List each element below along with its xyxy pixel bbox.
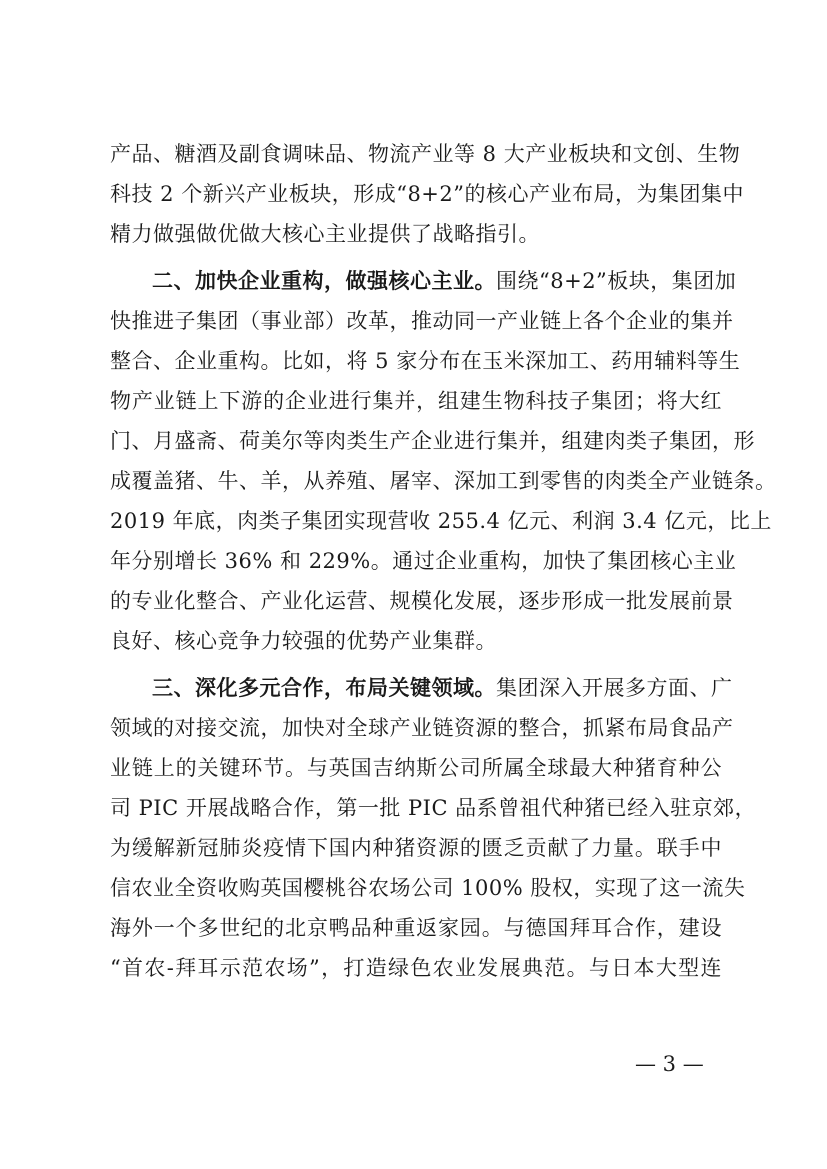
section-2-heading: 二、加快企业重构，做强核心主业。 xyxy=(152,269,496,293)
section-3-heading: 三、深化多元合作，布局关键领域。 xyxy=(152,676,496,700)
body-line: 快推进子集团（事业部）改革，推动同一产业链上各个企业的集并 xyxy=(110,309,734,333)
body-line: 成覆盖猪、牛、羊，从养殖、屠宰、深加工到零售的肉类全产业链条。 xyxy=(110,469,777,493)
body-line: 良好、核心竞争力较强的优势产业集群。 xyxy=(110,629,497,653)
body-line: 的专业化整合、产业化运营、规模化发展，逐步形成一批发展前景 xyxy=(110,589,734,613)
body-line: 科技 2 个新兴产业板块，形成“8+2”的核心产业布局，为集团集中 xyxy=(110,182,744,206)
section-3-first-line xyxy=(152,672,733,704)
body-line: 2019 年底，肉类子集团实现营收 255.4 亿元、利润 3.4 亿元，比上 xyxy=(110,509,772,533)
section-3-text: 集团深入开展多方面、广 xyxy=(496,676,733,700)
section-2-text: 围绕“8+2”板块，集团加 xyxy=(496,269,737,293)
body-line: 年分别增长 36% 和 229%。通过企业重构，加快了集团核心主业 xyxy=(110,549,737,573)
body-line: 精力做强做优做大核心主业提供了战略指引。 xyxy=(110,222,540,246)
body-line: “首农-拜耳示范农场”，打造绿色农业发展典范。与日本大型连 xyxy=(110,956,722,980)
body-line: 物产业链上下游的企业进行集并，组建生物科技子集团；将大红 xyxy=(110,389,722,413)
body-line: 门、月盛斋、荷美尔等肉类生产企业进行集并，组建肉类子集团，形 xyxy=(110,429,755,453)
body-line: 产品、糖酒及副食调味品、物流产业等 8 大产业板块和文创、生物 xyxy=(110,142,741,166)
body-line: 为缓解新冠肺炎疫情下国内种猪资源的匮乏贡献了力量。联手中 xyxy=(110,836,722,860)
body-line: 海外一个多世纪的北京鸭品种重返家园。与德国拜耳合作，建设 xyxy=(110,916,722,940)
body-line: 司 PIC 开展战略合作，第一批 PIC 品系曾祖代种猪已经入驻京郊， xyxy=(110,796,757,820)
body-line: 信农业全资收购英国樱桃谷农场公司 100% 股权，实现了这一流失 xyxy=(110,876,746,900)
body-line: 业链上的关键环节。与英国吉纳斯公司所属全球最大种猪育种公 xyxy=(110,756,722,780)
body-line: 整合、企业重构。比如，将 5 家分布在玉米深加工、药用辅料等生 xyxy=(110,349,741,373)
page-number: — 3 — xyxy=(635,1052,704,1076)
body-line: 领域的对接交流，加快对全球产业链资源的整合，抓紧布局食品产 xyxy=(110,716,734,740)
section-2-first-line xyxy=(152,265,737,297)
